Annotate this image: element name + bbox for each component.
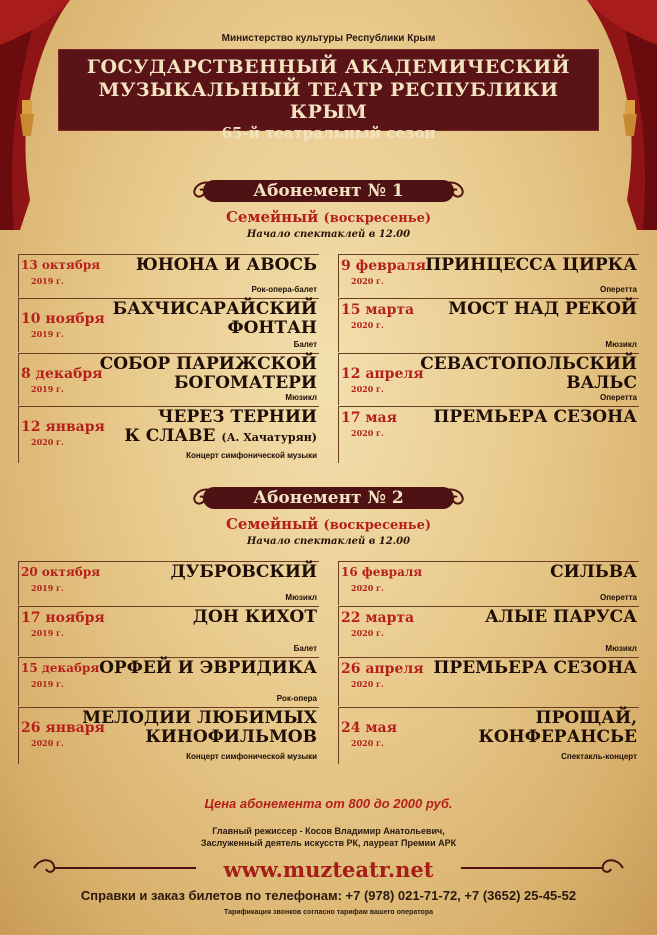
event-title-line: ЮНОНА И АВОСЬ: [135, 255, 317, 275]
ministry-label: Министерство культуры Республики Крым: [221, 33, 436, 44]
theatre-title-line2: МУЗЫКАЛЬНЫЙ ТЕАТР РЕСПУБЛИКИ КРЫМ: [98, 79, 559, 123]
event-title-line: ЧЕРЕЗ ТЕРНИИ: [158, 407, 317, 427]
subscription1-start-time: Начало спектаклей в 12.00: [246, 229, 411, 240]
event-year: 2020 г.: [351, 679, 384, 689]
event-title: [170, 563, 317, 582]
event-year: 2020 г.: [351, 738, 384, 748]
event-date: 17 мая: [341, 410, 397, 426]
event-title-line: КОНФЕРАНСЬЕ: [478, 727, 637, 747]
event-entry: [18, 561, 319, 605]
event-title-line: ФОНТАН: [227, 318, 317, 338]
subscription2-family: Семейный (воскресенье): [225, 515, 432, 533]
event-genre: Спектакль-концерт: [561, 752, 637, 761]
event-title: [425, 256, 637, 275]
event-title-line: АЛЫЕ ПАРУСА: [484, 607, 637, 627]
event-genre: Рок-опера: [276, 694, 317, 703]
event-genre: Мюзикл: [605, 644, 637, 653]
event-entry: [18, 406, 319, 463]
event-date: 12 апреля: [341, 366, 424, 382]
event-date: 26 января: [21, 720, 105, 736]
event-title: [478, 709, 637, 747]
event-title-note: (А. Хачатурян): [221, 431, 317, 444]
event-title-line: ОРФЕЙ И ЭВРИДИКА: [99, 658, 317, 678]
event-genre: Мюзикл: [285, 393, 317, 402]
event-date: 26 апреля: [341, 661, 424, 677]
event-title: [82, 709, 317, 747]
event-date: 13 октября: [21, 258, 101, 272]
event-genre: Оперетта: [599, 285, 637, 294]
event-title: [550, 563, 637, 582]
event-date: 22 марта: [341, 610, 415, 626]
director-line2: Заслуженный деятель искусств РК, лауреат Премии АРК: [200, 838, 457, 848]
event-title: [99, 659, 317, 678]
event-entry: [18, 353, 319, 405]
event-title-line: ПРЕМЬЕРА СЕЗОНА: [433, 658, 637, 678]
event-date: 24 мая: [341, 720, 397, 736]
event-entry: [338, 353, 639, 405]
event-title-line: БОГОМАТЕРИ: [174, 373, 317, 393]
event-title: [136, 256, 317, 275]
event-year: 2019 г.: [31, 628, 64, 638]
event-title-line: ПРОЩАЙ,: [535, 708, 637, 728]
subscription2-start-time: Начало спектаклей в 12.00: [246, 536, 411, 547]
theatre-banner: [58, 49, 599, 142]
event-entry: [338, 707, 639, 764]
event-title-line: КИНОФИЛЬМОВ: [145, 727, 317, 747]
event-year: 2020 г.: [351, 583, 384, 593]
event-date: 15 марта: [341, 302, 415, 318]
event-title-line: ДОН КИХОТ: [192, 607, 317, 627]
event-year: 2019 г.: [31, 329, 64, 339]
subscription2-family-day: (воскресенье): [323, 518, 432, 533]
event-date: 9 февраля: [341, 258, 426, 274]
event-date: 12 января: [21, 419, 105, 435]
event-entry: [338, 561, 639, 605]
event-title-line: СИЛЬВА: [550, 562, 637, 582]
event-entry: [338, 406, 639, 463]
event-title: [485, 608, 637, 627]
event-year: 2020 г.: [351, 628, 384, 638]
event-year: 2020 г.: [351, 320, 384, 330]
event-genre: Концерт симфонической музыки: [186, 451, 317, 460]
event-title: [448, 300, 637, 319]
event-title-line: СЕВАСТОПОЛЬСКИЙ: [420, 354, 637, 374]
event-title-line: СОБОР ПАРИЖСКОЙ: [99, 354, 317, 374]
event-date: 10 ноября: [21, 311, 105, 327]
event-entry: [338, 606, 639, 656]
event-title-line: МЕЛОДИИ ЛЮБИМЫХ: [82, 708, 317, 728]
event-year: 2019 г.: [31, 679, 64, 689]
event-entry: [18, 657, 319, 706]
event-genre: Мюзикл: [605, 340, 637, 349]
event-entry: [18, 707, 319, 764]
event-title: [100, 355, 317, 393]
event-genre: Концерт симфонической музыки: [186, 752, 317, 761]
event-year: 2020 г.: [351, 384, 384, 394]
event-date: 16 февраля: [341, 565, 423, 579]
event-entry: [338, 298, 639, 352]
event-title: [433, 408, 637, 427]
event-title-line: БАХЧИСАРАЙСКИЙ: [112, 299, 317, 319]
subscription2-title: Абонемент № 2: [253, 488, 404, 508]
subscription1-family: Семейный (воскресенье): [225, 208, 432, 226]
event-genre: Оперетта: [599, 393, 637, 402]
event-year: 2019 г.: [31, 583, 64, 593]
event-date: 8 декабря: [21, 366, 103, 382]
event-title-line: К СЛАВЕ (А. Хачатурян): [124, 426, 317, 446]
event-genre: Балет: [293, 340, 317, 349]
event-year: 2020 г.: [351, 428, 384, 438]
event-year: 2019 г.: [31, 384, 64, 394]
event-title: [124, 408, 317, 447]
event-year: 2019 г.: [31, 276, 64, 286]
event-title: [420, 355, 637, 393]
event-date: 17 ноября: [21, 610, 105, 626]
event-title-line: МОСТ НАД РЕКОЙ: [448, 299, 637, 319]
subscription2-heading: [185, 484, 472, 512]
event-entry: [18, 298, 319, 352]
subscription1-heading: [185, 177, 472, 205]
event-date: 15 декабря: [21, 661, 100, 675]
event-entry: [338, 254, 639, 297]
event-genre: Оперетта: [599, 593, 637, 602]
phones-label: Справки и заказ билетов по телефонам: +7 (978) 021-71-72, +7 (3652) 25-45-52: [80, 888, 577, 903]
subscription1-family-day: (воскресенье): [323, 211, 432, 226]
event-title: [113, 300, 317, 338]
event-title-line: ПРЕМЬЕРА СЕЗОНА: [433, 407, 637, 427]
event-year: 2020 г.: [31, 437, 64, 447]
event-entry: [338, 657, 639, 706]
event-title: [433, 659, 637, 678]
theatre-title-line1: ГОСУДАРСТВЕННЫЙ АКАДЕМИЧЕСКИЙ: [86, 56, 571, 78]
event-title: [193, 608, 317, 627]
event-title-line: ВАЛЬС: [566, 373, 637, 393]
tariff-note: Тарификация звонков согласно тарифам вашего оператора: [223, 909, 434, 916]
event-entry: [18, 254, 319, 297]
event-date: 20 октября: [21, 565, 101, 579]
event-genre: Балет: [293, 644, 317, 653]
event-year: 2020 г.: [351, 276, 384, 286]
event-genre: Мюзикл: [285, 593, 317, 602]
event-title-line: ДУБРОВСКИЙ: [170, 562, 317, 582]
website-link[interactable]: www.muzteatr.net: [223, 857, 434, 882]
subscription1-title: Абонемент № 1: [253, 181, 404, 201]
director-line1: Главный режиссер - Косов Владимир Анатольевич,: [212, 826, 445, 836]
season-label: 65-й театральный сезон: [221, 124, 436, 142]
event-year: 2020 г.: [31, 738, 64, 748]
event-genre: Рок-опера-балет: [251, 285, 317, 294]
price-label: Цена абонемента от 800 до 2000 руб.: [204, 796, 453, 811]
event-title-line: ПРИНЦЕССА ЦИРКА: [425, 255, 637, 275]
event-entry: [18, 606, 319, 656]
